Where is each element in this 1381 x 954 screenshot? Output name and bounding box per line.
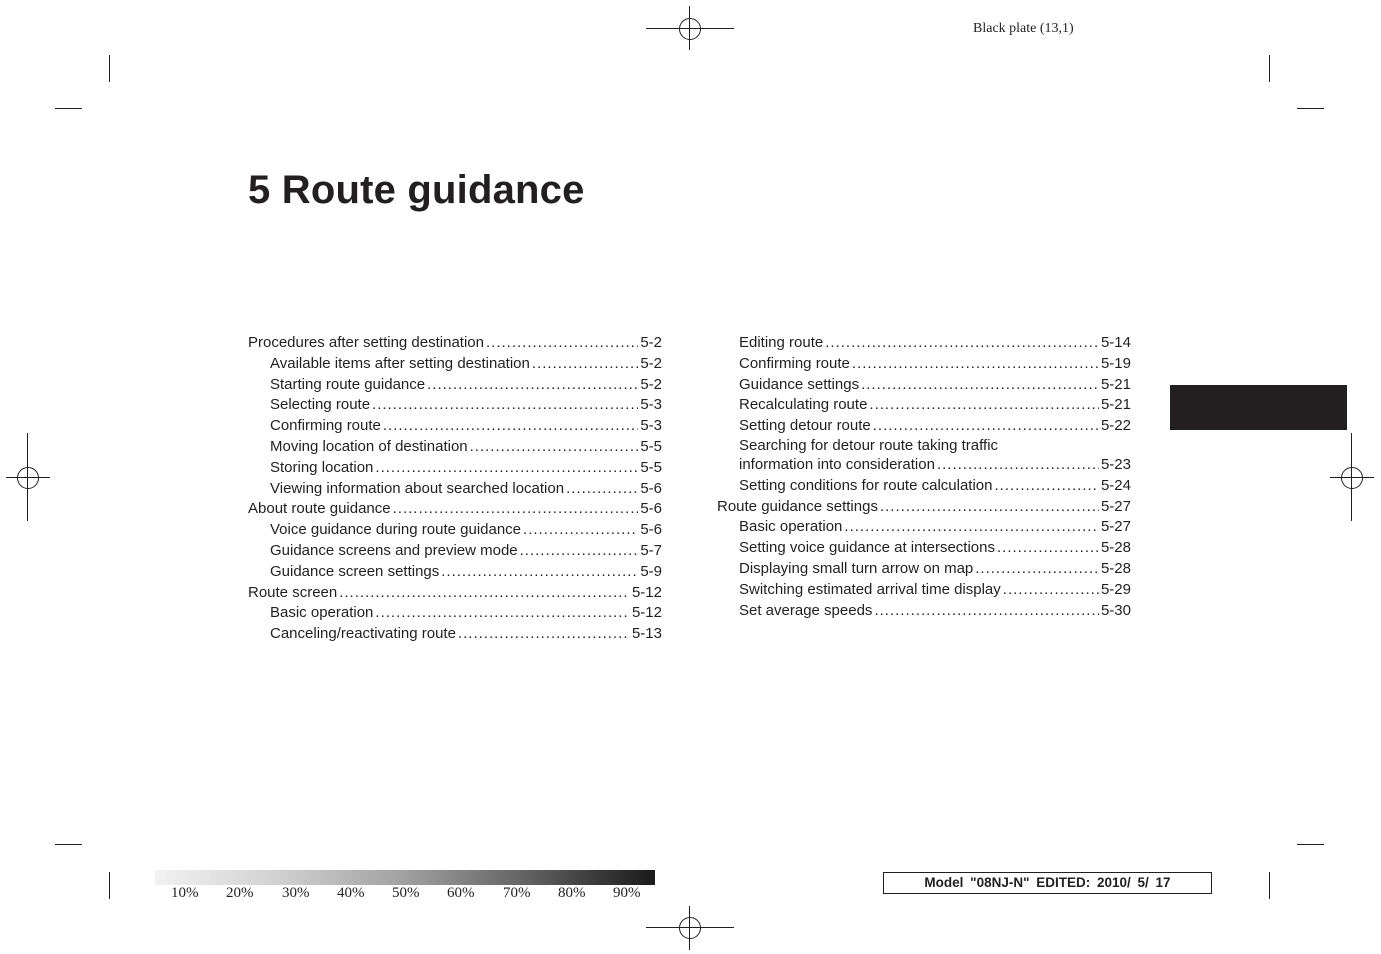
toc-entry-page: 5-24: [1100, 476, 1131, 494]
toc-entry[interactable]: [717, 580, 1131, 601]
toc-entry-page: 5-19: [1100, 354, 1131, 372]
toc-entry[interactable]: [248, 603, 662, 624]
leader-dots: [375, 458, 638, 479]
grayscale-label: 80%: [558, 885, 586, 901]
toc-entry[interactable]: [717, 559, 1131, 580]
toc-entry[interactable]: [717, 601, 1131, 622]
toc-entry-page: 5-6: [640, 500, 662, 518]
crop-mark: [1269, 55, 1270, 82]
toc-entry-title: Basic operation: [270, 604, 374, 622]
toc-entry-page: 5-2: [640, 354, 662, 372]
toc-entry[interactable]: [717, 476, 1131, 497]
toc-entry-title: Available items after setting destination: [270, 354, 530, 372]
toc-entry-page: 5-22: [1100, 417, 1131, 435]
toc-entry-title: Canceling/reactivating route: [270, 625, 456, 643]
toc-entry-title: Guidance settings: [739, 375, 860, 393]
toc-entry[interactable]: [248, 354, 662, 375]
toc-entry-page: 5-21: [1100, 375, 1131, 393]
grayscale-label: 70%: [503, 885, 531, 901]
leader-dots: [532, 354, 638, 375]
toc-entry[interactable]: [248, 416, 662, 437]
toc-entry[interactable]: [717, 333, 1131, 354]
registration-circle-icon: [1341, 467, 1363, 489]
toc-entry[interactable]: [248, 479, 662, 500]
toc-entry[interactable]: [248, 583, 662, 604]
toc-entry-page: 5-2: [640, 375, 662, 393]
grayscale-label: 90%: [613, 885, 641, 901]
toc-entry-title: Confirming route: [270, 417, 381, 435]
toc-entry-title: Starting route guidance: [270, 375, 426, 393]
toc-entry-page: 5-9: [640, 562, 662, 580]
leader-dots: [520, 541, 639, 562]
crop-mark: [109, 55, 110, 82]
toc-entry-title: Editing route: [739, 334, 824, 351]
toc-entry[interactable]: [717, 538, 1131, 559]
toc-entry-title: Confirming route: [739, 354, 850, 372]
toc-entry-page: 5-7: [640, 541, 662, 559]
toc-entry[interactable]: [248, 437, 662, 458]
toc-entry-page: 5-14: [1100, 334, 1131, 351]
leader-dots: [372, 395, 638, 416]
toc-column-left: [248, 333, 662, 645]
toc-entry-title: Route guidance settings: [717, 497, 878, 515]
toc-entry-page: 5-3: [640, 417, 662, 435]
toc-entry-page: 5-27: [1100, 497, 1131, 515]
toc-entry-page: 5-6: [640, 521, 662, 539]
leader-dots: [566, 479, 638, 500]
leader-dots: [339, 583, 630, 604]
leader-dots: [937, 455, 1099, 476]
leader-dots: [523, 520, 638, 541]
toc-entry-page: 5-29: [1100, 580, 1131, 598]
grayscale-label: 50%: [392, 885, 420, 901]
toc-entry-page: 5-21: [1100, 396, 1131, 414]
toc-entry-title: Moving location of destination: [270, 437, 468, 455]
leader-dots: [861, 375, 1099, 396]
toc-entry-line[interactable]: [717, 437, 1131, 455]
toc-entry-page: 5-5: [640, 458, 662, 476]
toc-entry-title: Setting detour route: [739, 417, 871, 435]
toc-entry-title: Setting conditions for route calculation: [739, 476, 993, 494]
toc-entry-title: Displaying small turn arrow on map: [739, 559, 974, 577]
leader-dots: [880, 497, 1099, 518]
toc-entry[interactable]: [248, 375, 662, 396]
toc-entry[interactable]: [717, 354, 1131, 375]
leader-dots: [994, 476, 1098, 497]
crop-mark: [1269, 872, 1270, 899]
toc-entry-page: 5-6: [640, 479, 662, 497]
toc-entry[interactable]: [717, 497, 1131, 518]
toc-entry-page: 5-23: [1100, 455, 1131, 473]
leader-dots: [844, 517, 1099, 538]
toc-entry-title: Set average speeds: [739, 601, 873, 619]
grayscale-label: 60%: [447, 885, 475, 901]
toc-entry[interactable]: [248, 333, 662, 354]
chapter-tab: [1170, 385, 1347, 430]
leader-dots: [873, 416, 1099, 437]
grayscale-label: 20%: [226, 885, 254, 901]
toc-entry-title: Guidance screens and preview mode: [270, 541, 518, 559]
grayscale-label: 30%: [282, 885, 310, 901]
toc-entry-title: Viewing information about searched location: [270, 479, 565, 497]
toc-entry-title: information into consideration: [739, 455, 935, 473]
crop-mark: [109, 872, 110, 899]
toc-entry-title: Basic operation: [739, 518, 843, 536]
leader-dots: [486, 333, 638, 354]
toc-entry-title: Storing location: [270, 458, 374, 476]
grayscale-label: 10%: [171, 885, 199, 901]
toc-entry-title: Voice guidance during route guidance: [270, 521, 522, 539]
toc-entry[interactable]: [248, 520, 662, 541]
toc-entry[interactable]: [248, 499, 662, 520]
toc-entry[interactable]: [248, 562, 662, 583]
toc-entry-title: Switching estimated arrival time display: [739, 580, 1001, 598]
leader-dots: [458, 624, 630, 645]
toc-entry[interactable]: [717, 517, 1131, 538]
leader-dots: [997, 538, 1099, 559]
toc-entry[interactable]: [248, 395, 662, 416]
toc-entry[interactable]: [717, 395, 1131, 416]
leader-dots: [393, 499, 639, 520]
toc-entry[interactable]: [248, 541, 662, 562]
toc-entry-title: Selecting route: [270, 396, 371, 414]
toc-entry-page: 5-2: [640, 334, 662, 351]
leader-dots: [470, 437, 639, 458]
registration-circle-icon: [679, 18, 701, 40]
toc-entry-title: Guidance screen settings: [270, 562, 440, 580]
leader-dots: [852, 354, 1099, 375]
leader-dots: [975, 559, 1099, 580]
crop-mark: [1297, 108, 1324, 109]
toc-entry-title: Recalculating route: [739, 396, 868, 414]
toc-entry-page: 5-5: [640, 437, 662, 455]
toc-column-right: [717, 333, 1131, 621]
toc-entry-title: Procedures after setting destination: [248, 334, 484, 351]
crop-mark: [1297, 844, 1324, 845]
toc-entry[interactable]: [717, 455, 1131, 476]
toc-entry-page: 5-27: [1100, 518, 1131, 536]
toc-entry[interactable]: [717, 416, 1131, 437]
leader-dots: [1003, 580, 1099, 601]
toc-entry-page: 5-28: [1100, 559, 1131, 577]
registration-circle-icon: [679, 917, 701, 939]
plate-label: Black plate (13,1): [973, 21, 1074, 36]
leader-dots: [375, 603, 630, 624]
leader-dots: [427, 375, 638, 396]
registration-circle-icon: [17, 467, 39, 489]
leader-dots: [383, 416, 638, 437]
toc-entry-page: 5-12: [631, 604, 662, 622]
leader-dots: [825, 333, 1099, 354]
crop-mark: [55, 108, 82, 109]
toc-entry-page: 5-13: [631, 625, 662, 643]
toc-entry[interactable]: [248, 458, 662, 479]
toc-entry-page: 5-3: [640, 396, 662, 414]
grayscale-bar: [155, 870, 655, 885]
toc-entry-title: Searching for detour route taking traffic: [739, 436, 999, 454]
toc-entry[interactable]: [248, 624, 662, 645]
toc-entry-page: 5-12: [631, 583, 662, 601]
toc-entry-page: 5-30: [1100, 601, 1131, 619]
grayscale-label: 40%: [337, 885, 365, 901]
model-edited-box: Model "08NJ-N" EDITED: 2010/ 5/ 17: [883, 872, 1212, 894]
leader-dots: [869, 395, 1099, 416]
toc-entry-page: 5-28: [1100, 539, 1131, 557]
crop-mark: [55, 844, 82, 845]
toc-entry-title: About route guidance: [248, 500, 391, 518]
leader-dots: [874, 601, 1099, 622]
toc-entry[interactable]: [717, 375, 1131, 396]
toc-entry-title: Setting voice guidance at intersections: [739, 539, 995, 557]
leader-dots: [441, 562, 638, 583]
toc-entry-title: Route screen: [248, 583, 338, 601]
chapter-title: 5 Route guidance: [248, 168, 585, 212]
